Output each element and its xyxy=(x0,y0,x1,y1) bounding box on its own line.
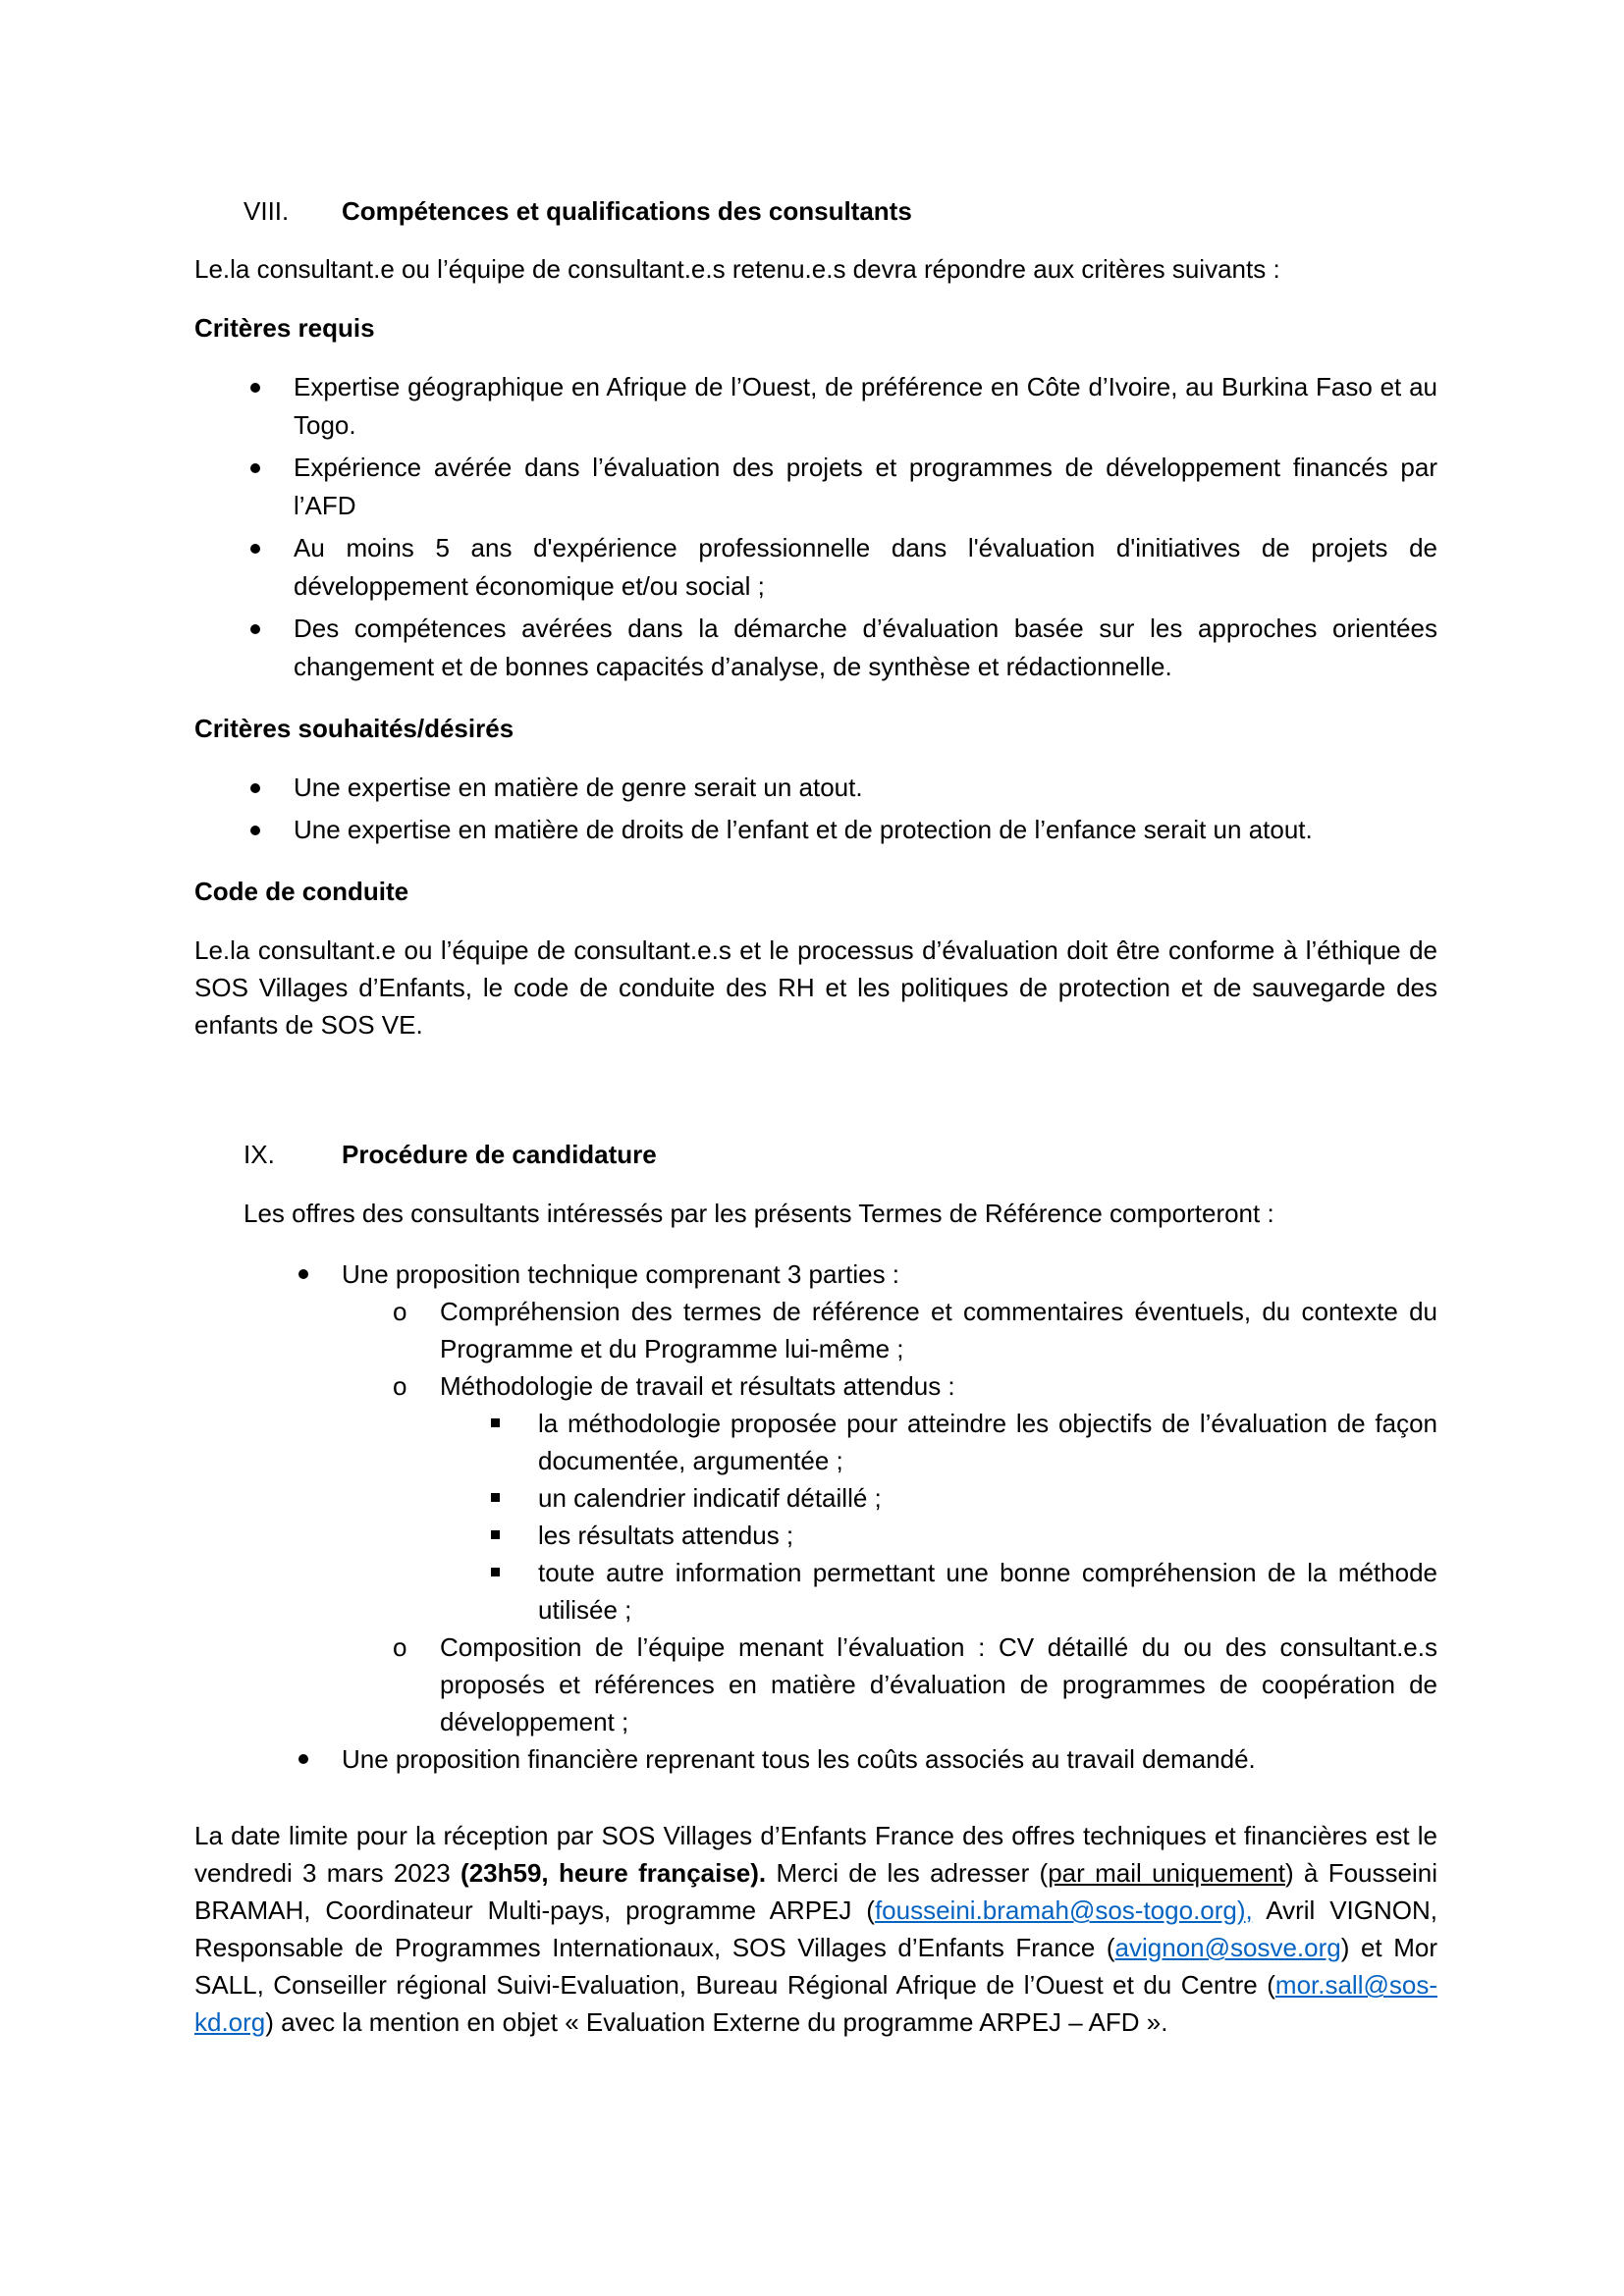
list-item: Des compétences avérées dans la démarche d’évaluation basée sur les approches orientées changement et de bonnes capacités d’analyse, de synthèse et rédactionnelle. xyxy=(194,610,1437,686)
square-bullet-icon xyxy=(491,1493,500,1502)
bullet-icon xyxy=(250,826,260,835)
section-number: VIII. xyxy=(244,196,290,226)
list-item: o Compréhension des termes de référence et commentaires éventuels, du contexte du Programme et du Programme lui-même ; xyxy=(342,1293,1437,1367)
desired-criteria-list xyxy=(194,769,1437,849)
list-item: Au moins 5 ans d'expérience professionnelle dans l'évaluation d'initiatives de projets de développement économique et/ou social ; xyxy=(194,529,1437,606)
section-title: Procédure de candidature xyxy=(342,1140,657,1169)
section-title: Compétences et qualifications des consultants xyxy=(342,196,912,226)
circle-bullet-icon: o xyxy=(393,1297,407,1326)
list-item: un calendrier indicatif détaillé ; xyxy=(440,1479,1437,1517)
methodology-list xyxy=(440,1405,1437,1629)
code-of-conduct-text: Le.la consultant.e ou l’équipe de consultant.e.s et le processus d’évaluation doit être conforme à l’éthique de SOS Villages d’Enfants, le code de conduite des RH et les politiques de protection et de sauvegarde des enfants de SOS VE. xyxy=(194,935,1437,1040)
list-item: la méthodologie proposée pour atteindre les objectifs de l’évaluation de façon documentée, argumentée ; xyxy=(440,1405,1437,1479)
list-item: o Méthodologie de travail et résultats attendus : la méthodologie proposée pour atteindre les objectifs de l’évaluation de façon documentée, argumentée ; un calendrier indicatif détaillé ; les résultats attendus ; toute autre information permettant une bonne compréhension de la méthode utilisée ; xyxy=(342,1367,1437,1629)
deadline-paragraph: La date limite pour la réception par SOS Villages d’Enfants France des offres techniques et financières est le vendredi 3 mars 2023 (23h59, heure française). Merci de les adresser (par mail uniquement) à Fousseini BRAMAH, Coordinateur Multi-pays, programme ARPEJ (fousseini.bramah@sos-togo.org), Avril VIGNON, Responsable de Programmes Internationaux, SOS Villages d’Enfants France (avignon@sosve.org) et Mor SALL, Conseiller régional Suivi-Evaluation, Bureau Régional Afrique de l’Ouest et du Centre (mor.sall@sos-kd.org) avec la mention en objet « Evaluation Externe du programme ARPEJ – AFD ». xyxy=(194,1821,1437,2037)
code-of-conduct-title: Code de conduite xyxy=(194,877,409,906)
list-item: Une proposition financière reprenant tous les coûts associés au travail demandé. xyxy=(194,1740,1437,1778)
bullet-icon xyxy=(298,1754,308,1764)
email-link-vignon[interactable]: avignon@sosve.org xyxy=(1114,1933,1341,1962)
list-item: Une expertise en matière de droits de l’enfant et de protection de l’enfance serait un atout. xyxy=(194,811,1437,849)
section9-intro: Les offres des consultants intéressés par les présents Termes de Référence comporteront : xyxy=(244,1199,1274,1228)
section-number: IX. xyxy=(244,1140,275,1169)
bullet-icon xyxy=(250,624,260,634)
bullet-icon xyxy=(250,783,260,793)
proposal-list xyxy=(194,1255,1437,1778)
document-page xyxy=(194,192,1437,2041)
section8-intro: Le.la consultant.e ou l’équipe de consultant.e.s retenu.e.s devra répondre aux critères suivants : xyxy=(194,254,1280,284)
required-criteria-title: Critères requis xyxy=(194,313,375,343)
list-item: les résultats attendus ; xyxy=(440,1517,1437,1554)
list-item: toute autre information permettant une bonne compréhension de la méthode utilisée ; xyxy=(440,1554,1437,1629)
section-heading-8 xyxy=(244,192,1437,230)
circle-bullet-icon: o xyxy=(393,1632,407,1662)
square-bullet-icon xyxy=(491,1418,500,1427)
mail-only-note: par mail uniquement xyxy=(1048,1858,1285,1888)
list-item: o Composition de l’équipe menant l’évaluation : CV détaillé du ou des consultant.e.s proposés et références en matière d’évaluation de programmes de coopération de développement ; xyxy=(342,1629,1437,1740)
circle-bullet-icon: o xyxy=(393,1371,407,1401)
list-item: Une proposition technique comprenant 3 parties : o Compréhension des termes de référence et commentaires éventuels, du contexte du Programme et du Programme lui-même ; o Méthodologie de travail et résultats attendus : la méthodologie proposée pour atteindre les objectifs de l’évaluation de façon documentée, argumentée ; un calendrier indicatif détaillé ; les résultats attendus ; toute autre information permettant une bonne compréhension de la méthode utilisée ; o Composition de l’équipe menant l’évaluation : CV détaillé du ou des consultant.e.s proposés et références en matière d’évaluation de programmes de coopération de développement ; xyxy=(194,1255,1437,1740)
list-item: Expérience avérée dans l’évaluation des projets et programmes de développement financés par l’AFD xyxy=(194,449,1437,525)
email-link-bramah[interactable]: fousseini.bramah@sos-togo.org), xyxy=(874,1896,1253,1925)
bullet-icon xyxy=(250,463,260,473)
bullet-icon xyxy=(250,544,260,554)
list-item: Expertise géographique en Afrique de l’Ouest, de préférence en Côte d’Ivoire, au Burkina Faso et au Togo. xyxy=(194,368,1437,445)
technical-parts-list xyxy=(342,1293,1437,1740)
square-bullet-icon xyxy=(491,1568,500,1576)
bullet-icon xyxy=(298,1269,308,1279)
section-heading-9 xyxy=(244,1136,1437,1173)
deadline-time: (23h59, heure française). xyxy=(460,1858,767,1888)
bullet-icon xyxy=(250,383,260,393)
required-criteria-list xyxy=(194,368,1437,686)
desired-criteria-title: Critères souhaités/désirés xyxy=(194,714,514,743)
list-item: Une expertise en matière de genre serait un atout. xyxy=(194,769,1437,807)
email-link-sall[interactable]: mor.sall@sos-kd.org xyxy=(194,1970,1437,2037)
square-bullet-icon xyxy=(491,1530,500,1539)
